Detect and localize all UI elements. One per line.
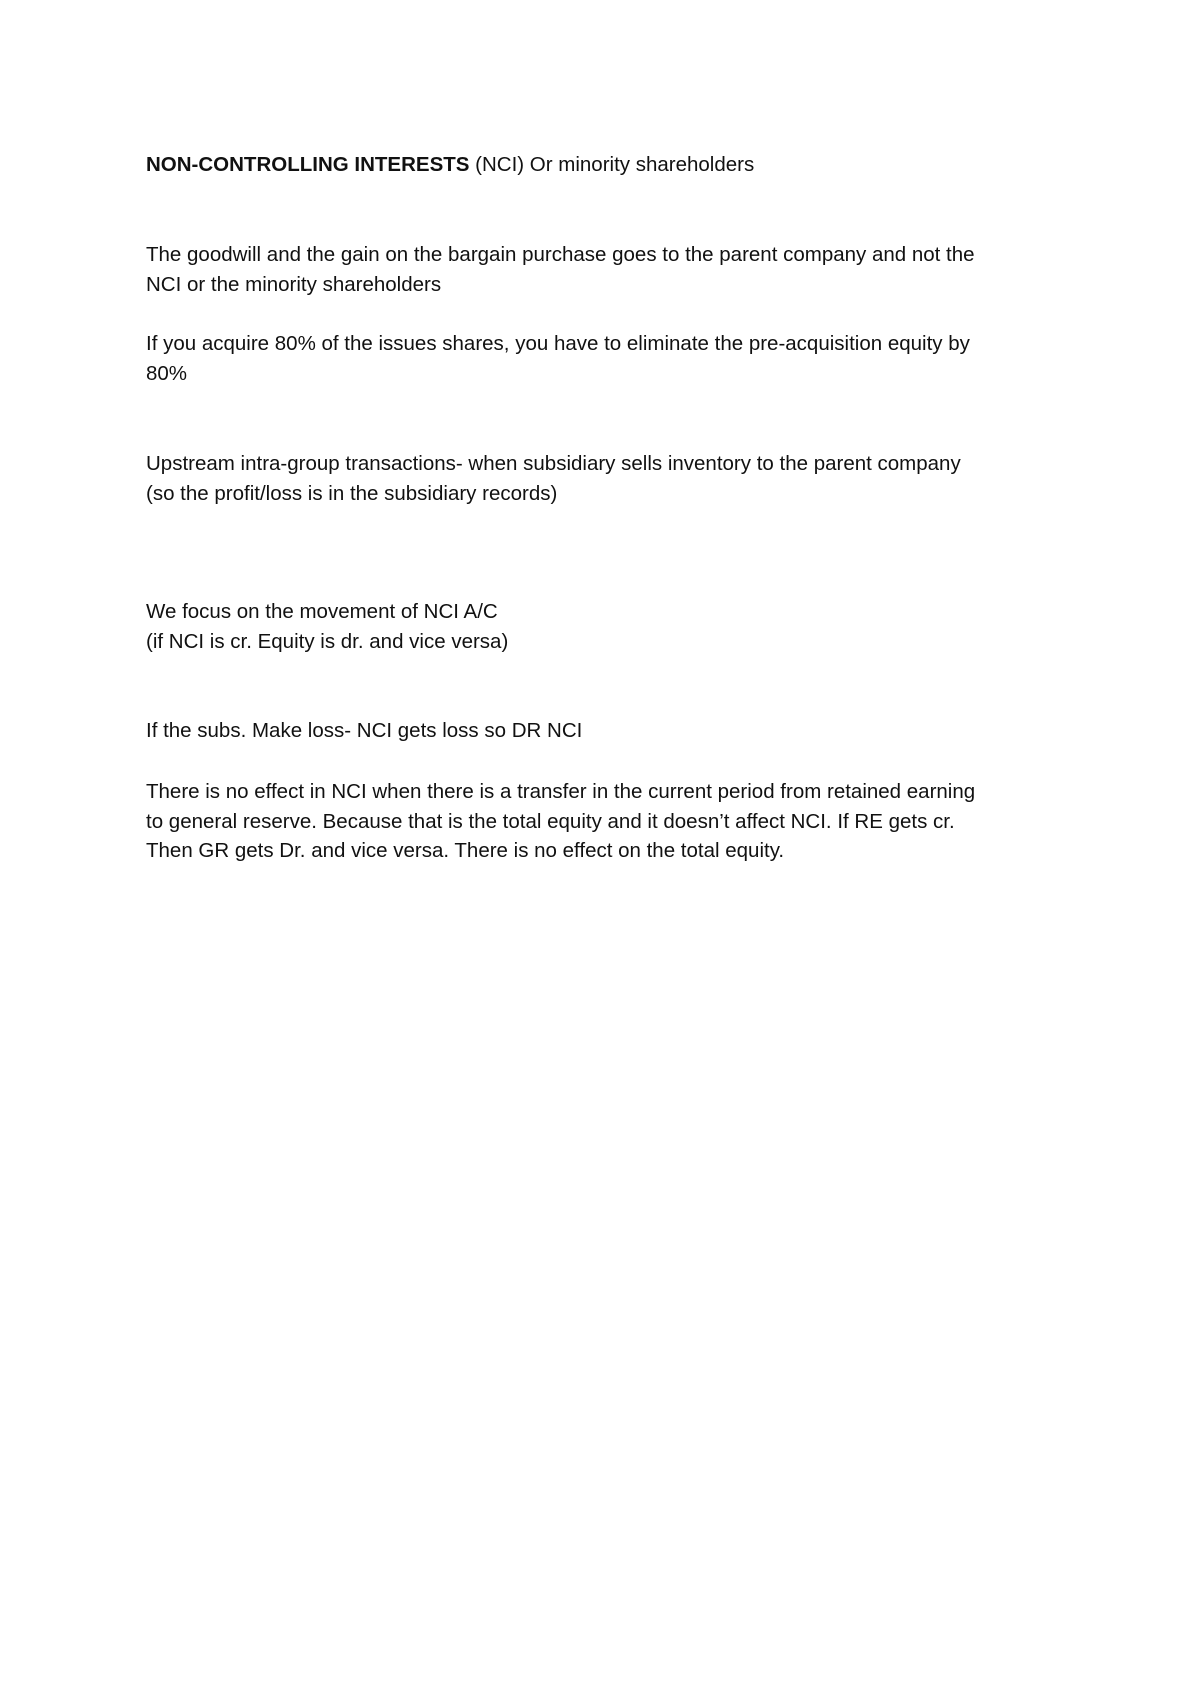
paragraph-line: 80%: [146, 361, 188, 385]
paragraph-line: Upstream intra-group transactions- when subsidiary sells inventory to the parent company: [146, 452, 961, 475]
title-rest-part: (NCI) Or minority shareholders: [469, 153, 755, 176]
paragraph-line: to general reserve. Because that is the total equity and it doesn’t affect NCI. If RE gets cr.: [146, 809, 955, 833]
paragraph-upstream: [146, 449, 1076, 508]
paragraph-line: NCI or the minority shareholders: [146, 272, 442, 296]
paragraph-goodwill: [146, 240, 1076, 299]
paragraph-line: If you acquire 80% of the issues shares, you have to eliminate the pre-acquisition equity by: [146, 332, 970, 355]
paragraph-subs-loss: [146, 716, 1076, 746]
paragraph-line: There is no effect in NCI when there is a transfer in the current period from retained earning: [146, 780, 976, 803]
paragraph-acquire: [146, 329, 1076, 388]
paragraph-line: The goodwill and the gain on the bargain purchase goes to the parent company and not the: [146, 243, 975, 266]
paragraph-line: (if NCI is cr. Equity is dr. and vice versa): [146, 629, 509, 653]
paragraph-line: (so the profit/loss is in the subsidiary records): [146, 481, 558, 505]
title-bold-part: NON-CONTROLLING INTERESTS: [146, 153, 470, 176]
paragraph-line: If the subs. Make loss- NCI gets loss so DR NCI: [146, 719, 583, 742]
paragraph-no-effect: [146, 777, 1076, 866]
page-title: [146, 150, 1076, 180]
paragraph-line: Then GR gets Dr. and vice versa. There is no effect on the total equity.: [146, 839, 785, 862]
paragraph-movement: [146, 597, 1076, 656]
paragraph-line: We focus on the movement of NCI A/C: [146, 600, 498, 623]
